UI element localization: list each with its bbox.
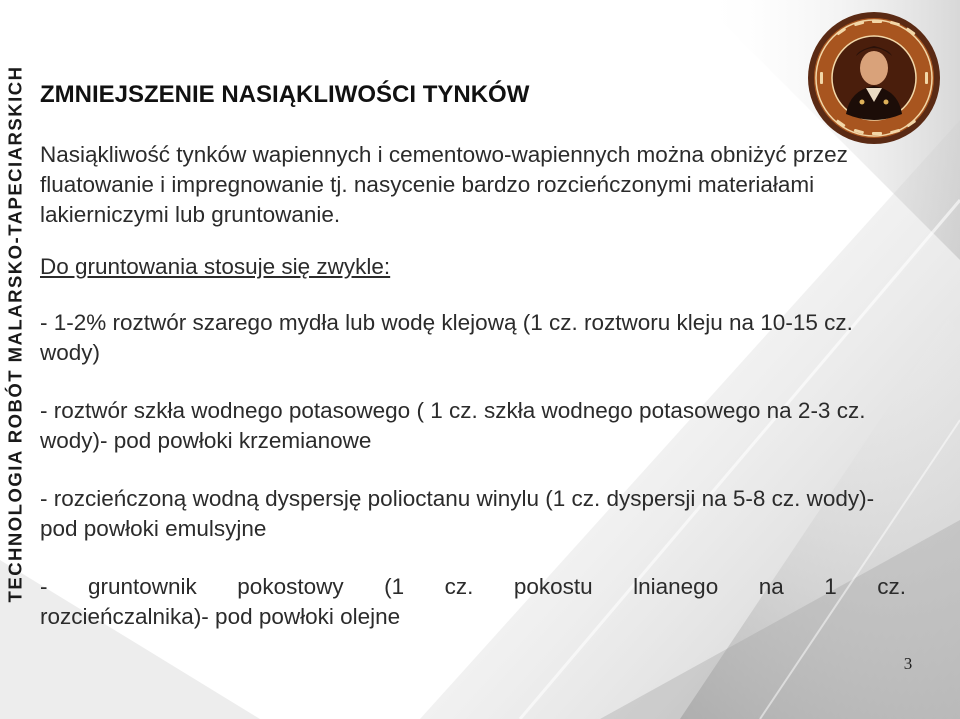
list-item-last-line2: rozcieńczalnika)- pod powłoki olejne (40, 604, 401, 629)
list-item: - roztwór szkła wodnego potasowego ( 1 cz. szkła wodnego potasowego na 2-3 cz. wody)- pod powłoki krzemianowe (40, 398, 866, 453)
subheading: Do gruntowania stosuje się zwykle: (40, 254, 391, 279)
list-item-last-line1: - gruntownik pokostowy (1 cz. pokostu lnianego na 1 cz. (40, 574, 906, 599)
intro-paragraph: Nasiąkliwość tynków wapiennych i cementowo-wapiennych można obniżyć przez fluatowanie i impregnowanie tj. nasycenie bardzo rozcieńczonymi materiałami lakierniczymi lub gruntowanie. (40, 142, 848, 227)
list-item: - 1-2% roztwór szarego mydła lub wodę klejową (1 cz. roztworu kleju na 10-15 cz. wody) (40, 310, 853, 365)
vertical-side-title (0, 44, 30, 624)
page-title: ZMNIEJSZENIE NASIĄKLIWOŚCI TYNKÓW (40, 81, 530, 108)
page-number: 3 (903, 654, 913, 673)
vertical-side-title-text: TECHNOLOGIA ROBÓT MALARSKO-TAPECIARSKICH (4, 65, 25, 603)
list-item-last (40, 572, 906, 632)
slide-content (40, 78, 906, 660)
list-item: - rozcieńczoną wodną dyspersję polioctanu winylu (1 cz. dyspersji na 5-8 cz. wody)- pod powłoki emulsyjne (40, 486, 875, 541)
